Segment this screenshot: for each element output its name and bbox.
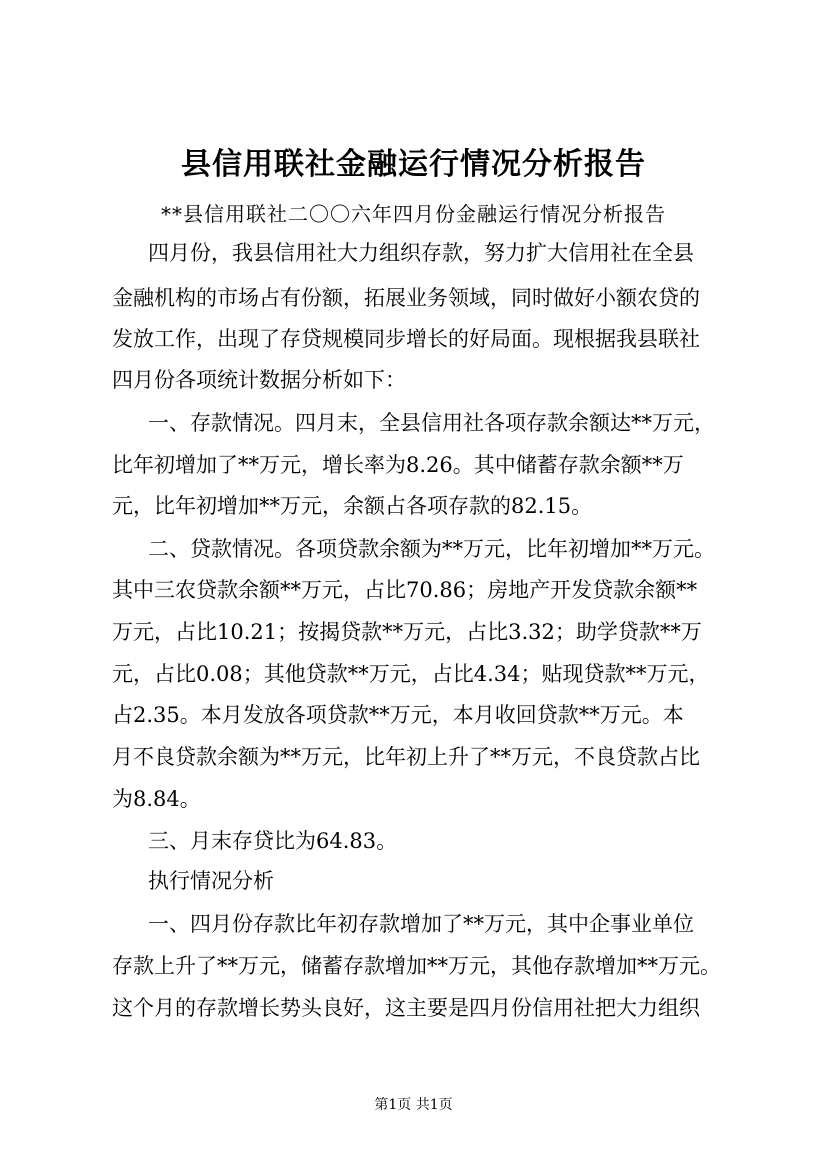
paragraph-line: 这个月的存款增长势头良好，这主要是四月份信用社把大力组织 xyxy=(112,996,700,1020)
paragraph-line: 一、存款情况。四月末，全县信用社各项存款余额达**万元， xyxy=(148,411,715,435)
paragraph-line: 四月份各项统计数据分析如下： xyxy=(112,368,406,392)
paragraph-line: 万元，占比10.21；按揭贷款**万元，占比3.32；助学贷款**万 xyxy=(112,620,702,644)
paragraph-line: 为8.84。 xyxy=(112,787,201,811)
page-footer: 第1页 共1页 xyxy=(374,1097,453,1113)
document-title: 县信用联社金融运行情况分析报告 xyxy=(181,147,646,182)
paragraph-line: 金融机构的市场占有份额，拓展业务领域，同时做好小额农贷的 xyxy=(112,286,700,310)
paragraph-line: 占2.35。本月发放各项贷款**万元，本月收回贷款**万元。本 xyxy=(112,703,684,727)
document-subtitle: **县信用联社二〇〇六年四月份金融运行情况分析报告 xyxy=(161,202,666,226)
paragraph-line: 二、贷款情况。各项贷款余额为**万元，比年初增加**万元。 xyxy=(148,537,715,561)
paragraph-line: 其中三农贷款余额**万元，占比70.86；房地产开发贷款余额** xyxy=(112,578,698,602)
paragraph-line: 月不良贷款余额为**万元，比年初上升了**万元，不良贷款占比 xyxy=(112,745,700,769)
paragraph-line: 元，比年初增加**万元，余额占各项存款的82.15。 xyxy=(112,494,593,518)
paragraph-line: 三、月末存贷比为64.83。 xyxy=(148,829,398,853)
section-heading: 执行情况分析 xyxy=(148,869,274,893)
paragraph-line: 四月份，我县信用社大力组织存款，努力扩大信用社在全县 xyxy=(148,241,694,265)
paragraph-line: 元，占比0.08；其他贷款**万元，占比4.34；贴现贷款**万元， xyxy=(112,662,710,686)
paragraph-line: 一、四月份存款比年初存款增加了**万元，其中企事业单位 xyxy=(148,912,694,936)
paragraph-line: 发放工作，出现了存贷规模同步增长的好局面。现根据我县联社 xyxy=(112,327,700,351)
paragraph-line: 存款上升了**万元，储蓄存款增加**万元，其他存款增加**万元。 xyxy=(112,954,721,978)
paragraph-line: 比年初增加了**万元，增长率为8.26。其中储蓄存款余额**万 xyxy=(112,453,684,477)
